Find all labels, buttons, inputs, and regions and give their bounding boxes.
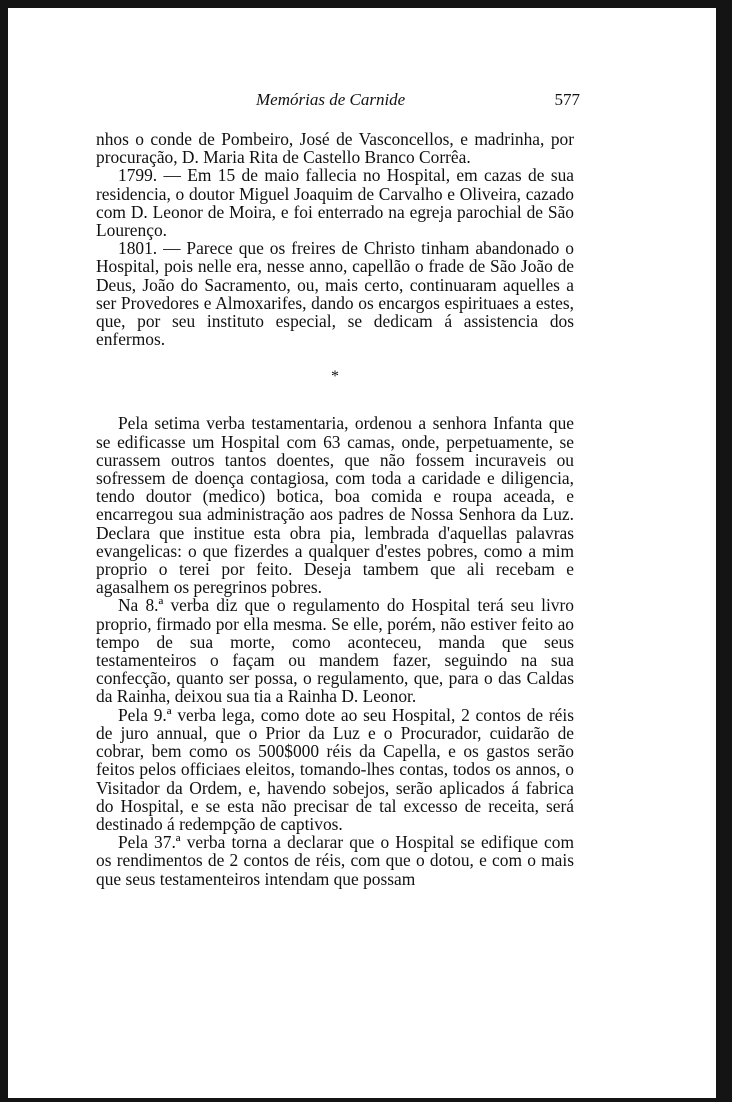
page-number: 577: [554, 90, 580, 109]
paragraph-continuation: nhos o conde de Pombeiro, José de Vasconcellos, e madrinha, por procuração, D. Maria Rita de Castello Branco Corrêa.: [96, 129, 574, 168]
paragraph-nona-verba: Pela 9.ª verba lega, como dote ao seu Hospital, 2 contos de réis de juro annual, que o Prior da Luz e o Procurador, cuidarão de cobrar, bem como os 500$000 réis da Capella, e os gastos serão feitos pelos officiaes eleitos, tomando-lhes contas, todos os annos, o Visitador da Ordem, e, havendo sobejos, serão aplicados á fabrica do Hospital, e se esta não precisar de tal excesso de receita, será destinado á redempção de captivos.: [96, 704, 574, 834]
running-title: Memórias de Carnide: [256, 90, 406, 109]
paragraph-1801: 1801. — Parece que os freires de Christo tinham abandonado o Hospital, pois nelle era, nesse anno, capellão o frade de São João de Deus, João do Sacramento, ou, mais certo, continuaram aquelles a ser Provedores e Almoxarifes, dando os encargos espirituaes a estes, que, por seu instituto especial, se dedicam á assistencia dos enfermos.: [96, 238, 574, 350]
paragraph-oitava-verba: Na 8.ª verba diz que o regulamento do Hospital terá seu livro proprio, firmado por ella mesma. Se elle, porém, não estiver feito ao tempo de sua morte, como aconteceu, manda que seus testamenteiros o façam ou mandem fazer, seguindo na sua confecção, quanto ser possa, o regulamento, que, para o das Caldas da Rainha, deixou sua tia a Rainha D. Leonor.: [96, 595, 574, 707]
text-block-after-separator: [96, 414, 574, 887]
running-head: [96, 86, 580, 114]
text-block-before-separator: [96, 130, 574, 348]
paragraph-37-verba: Pela 37.ª verba torna a declarar que o Hospital se edifique com os rendimentos de 2 contos de réis, com que o dotou, e com o mais que seus testamenteiros intendam que possam: [96, 832, 574, 889]
section-separator: *: [331, 368, 339, 386]
paragraph-1799: 1799. — Em 15 de maio fallecia no Hospital, em cazas de sua residencia, o doutor Miguel Joaquim de Carvalho e Oliveira, cazado com D. Leonor de Moira, e foi enterrado na egreja parochial de São Lourenço.: [96, 165, 574, 241]
book-page: [96, 86, 580, 889]
paragraph-setima-verba: Pela setima verba testamentaria, ordenou a senhora Infanta que se edificasse um Hospital com 63 camas, onde, perpetuamente, se curassem outros tantos doentes, que não fossem incuraveis ou sofressem de doença contagiosa, com toda a caridade e diligencia, tendo doutor (medico) botica, boa comida e roupa aceada, e encarregou sua administração aos padres de Nossa Senhora da Luz. Declara que institue esta obra pia, lembrada d'aquellas palavras evangelicas: o que fizerdes a qualquer d'estes pobres, como a mim proprio o terei por feito. Deseja tambem que ali recebam e agasalhem os peregrinos pobres.: [96, 413, 574, 598]
